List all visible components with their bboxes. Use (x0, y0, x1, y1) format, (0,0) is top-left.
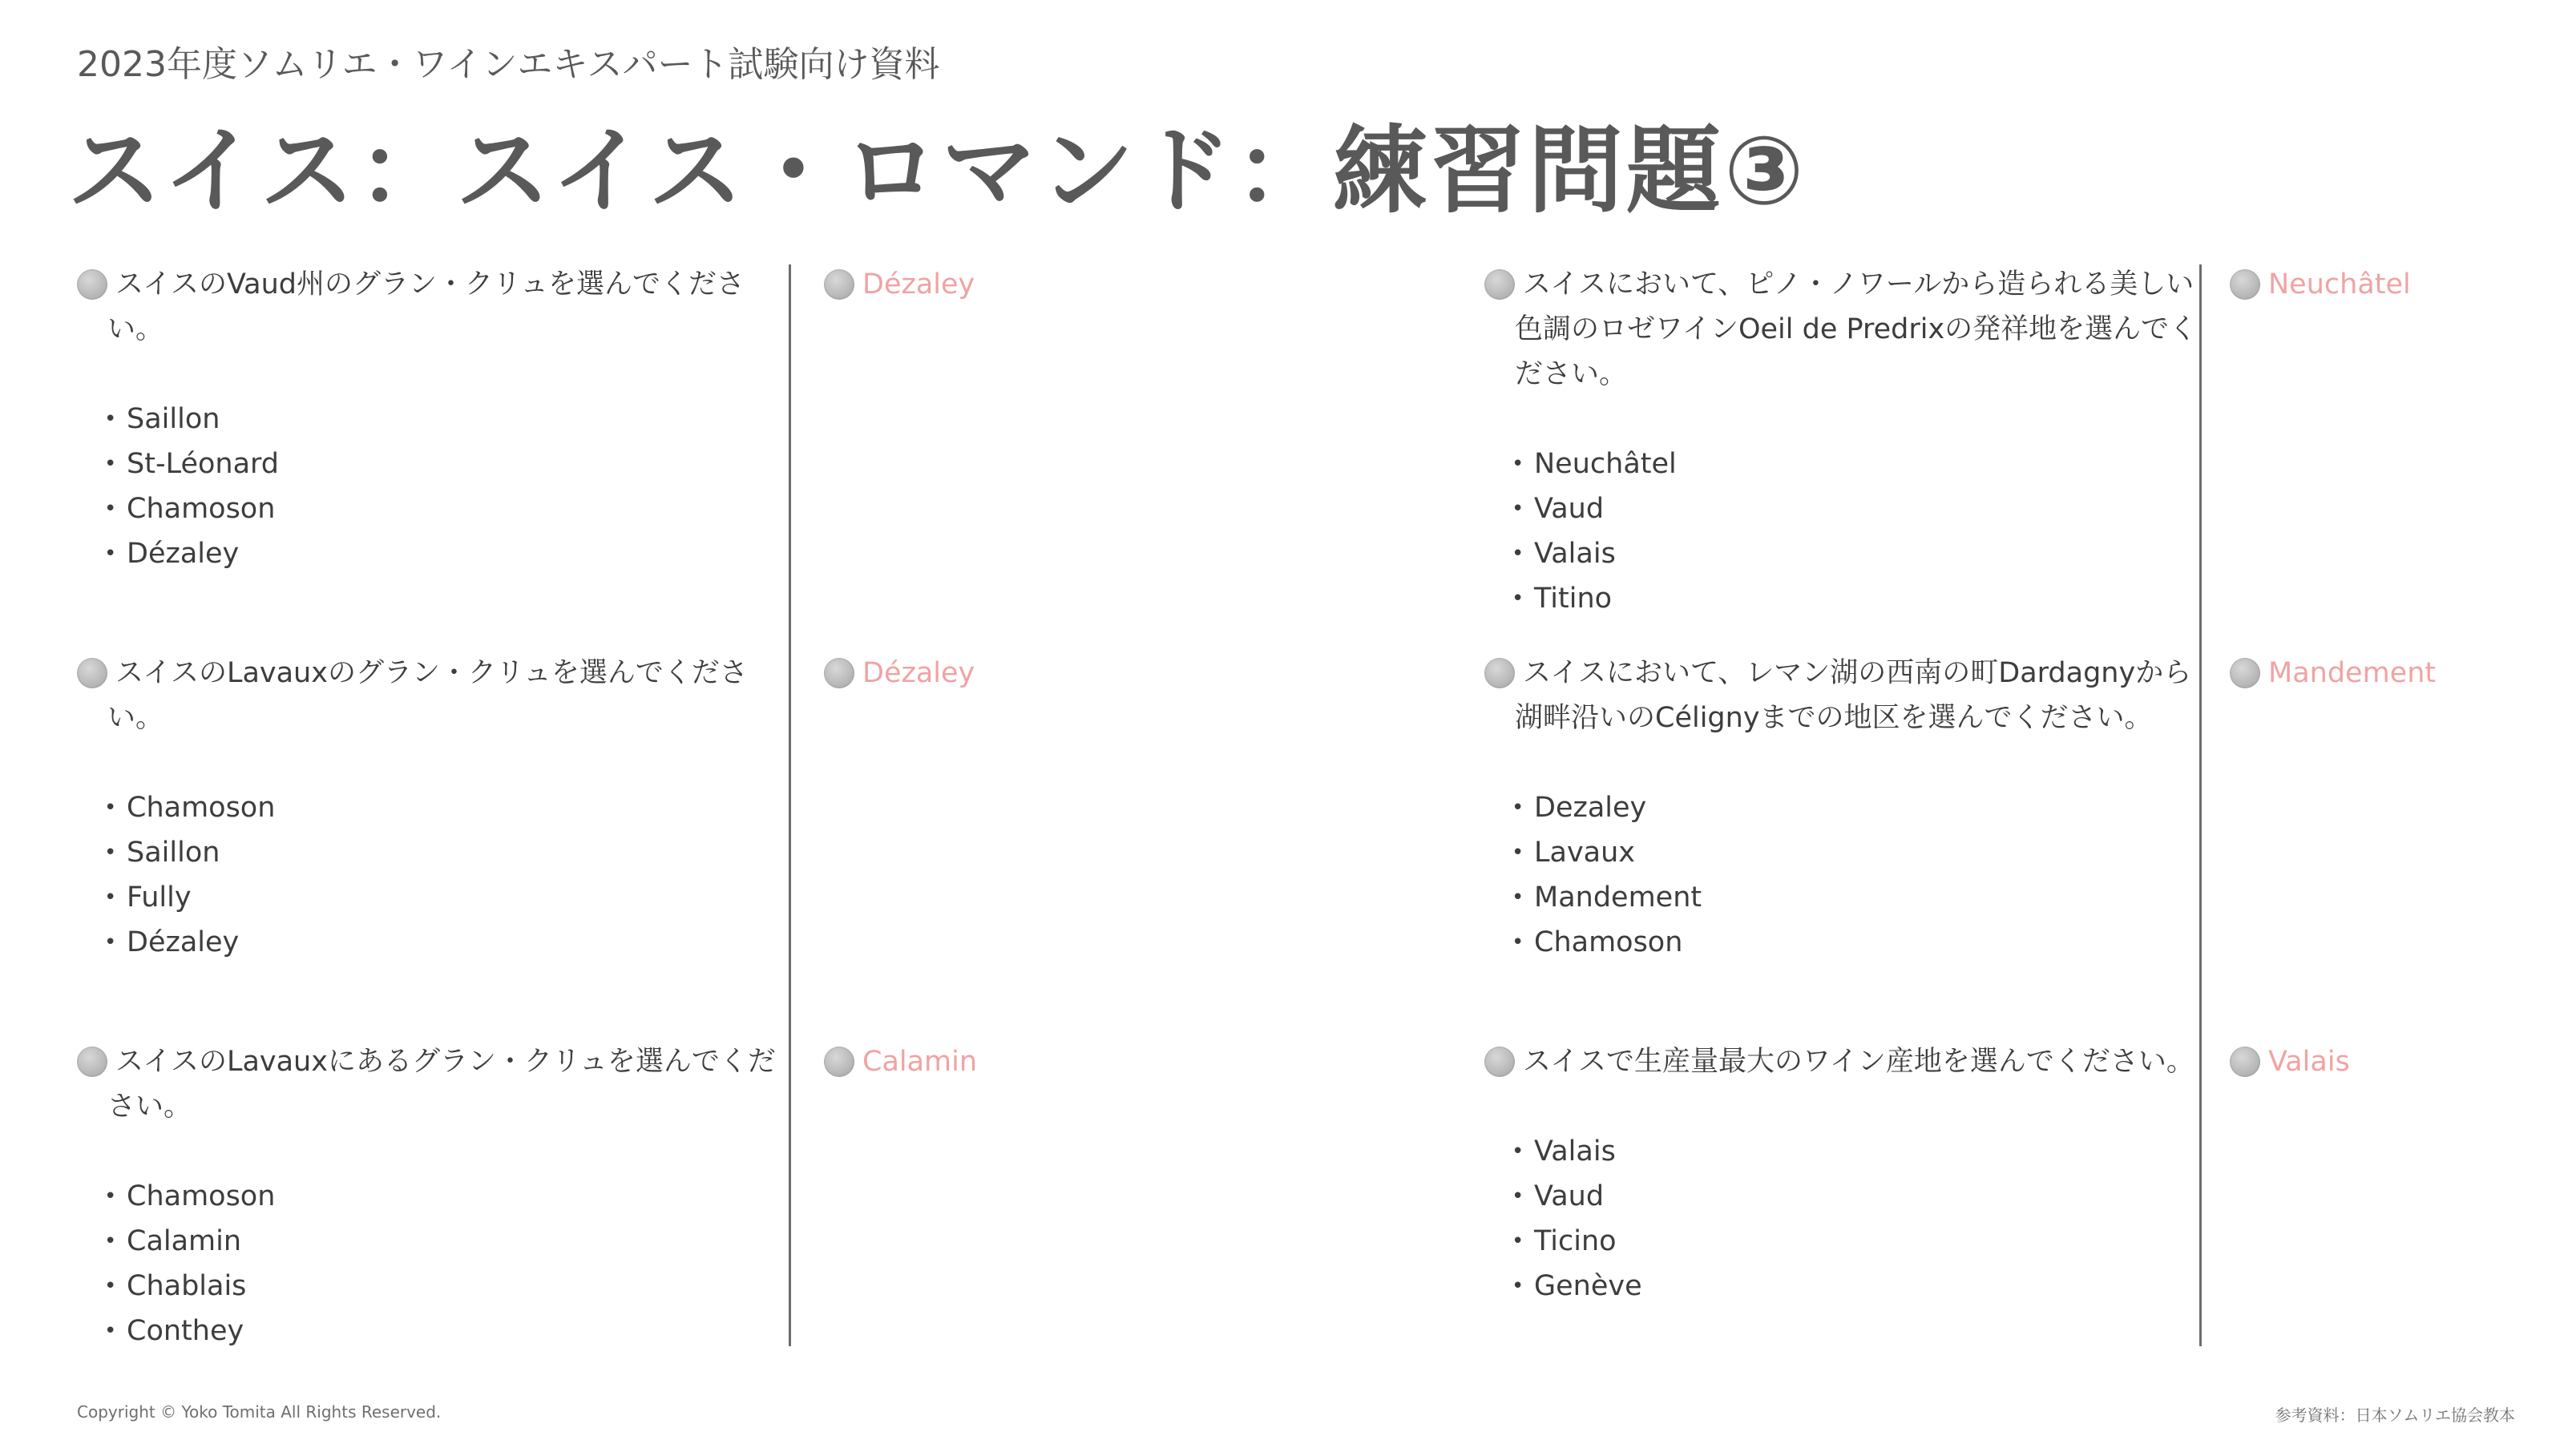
option-item: • Vaud (1512, 1174, 2158, 1219)
option-item: • Conthey (104, 1309, 750, 1353)
answer-text: Calamin (862, 1046, 978, 1078)
answer-3 (824, 1039, 977, 1084)
question-text (1484, 262, 2198, 397)
question-line: い。 (107, 313, 164, 345)
circle-bullet-icon (77, 269, 107, 300)
option-item: • Dézaley (104, 920, 750, 965)
answer-4 (2230, 262, 2411, 307)
option-item: • Fully (104, 875, 750, 920)
question-line: ださい。 (1515, 358, 1628, 390)
answer-text: Dézaley (862, 268, 975, 300)
question-line: スイスのLavauxにあるグラン・クリュを選んでくだ (115, 1046, 776, 1078)
question-block-2 (77, 651, 750, 965)
answer-text: Neuchâtel (2268, 268, 2411, 300)
option-item: • Dezaley (1512, 785, 2158, 830)
option-item: • Chamoson (104, 785, 750, 830)
circle-bullet-icon (2230, 1047, 2260, 1077)
circle-bullet-icon (1484, 269, 1515, 300)
circle-bullet-icon (824, 269, 854, 300)
question-text (77, 1039, 776, 1129)
question-line: スイスにおいて、ピノ・ノワールから造られる美しい (1523, 268, 2194, 300)
question-line: さい。 (107, 1091, 192, 1123)
answer-2 (824, 651, 975, 696)
page-subtitle: 2023年度ソムリエ・ワインエキスパート試験向け資料 (77, 44, 940, 85)
option-list (104, 397, 750, 576)
option-item: • Titino (1512, 576, 2158, 621)
answer-text: Dézaley (862, 657, 975, 689)
option-item: • Chablais (104, 1264, 750, 1309)
option-item: • Neuchâtel (1512, 442, 2158, 486)
column-divider-left (789, 264, 791, 1346)
option-item: • Saillon (104, 397, 750, 442)
option-item: • Saillon (104, 830, 750, 875)
question-line: スイスのLavauxのグラン・クリュを選んでくださ (115, 657, 748, 689)
option-item: • Genève (1512, 1264, 2158, 1309)
page-title: スイス：スイス・ロマンド：練習問題③ (67, 115, 1807, 226)
question-line: スイスにおいて、レマン湖の西南の町Dardagnyから (1523, 657, 2192, 689)
answer-5 (2230, 651, 2436, 696)
option-item: • St-Léonard (104, 442, 750, 486)
option-item: • Lavaux (1512, 830, 2158, 875)
circle-bullet-icon (824, 1047, 854, 1077)
answer-6 (2230, 1039, 2350, 1084)
question-block-5 (1484, 651, 2192, 965)
option-item: • Valais (1512, 531, 2158, 576)
option-item: • Chamoson (104, 1174, 750, 1219)
option-list (1512, 1129, 2158, 1309)
question-line: い。 (107, 702, 164, 734)
copyright-notice: Copyright © Yoko Tomita All Rights Reserved. (77, 1402, 442, 1422)
question-block-3 (77, 1039, 776, 1353)
answer-text: Mandement (2268, 657, 2437, 689)
option-list (104, 1174, 750, 1353)
option-item: • Vaud (1512, 486, 2158, 531)
question-text (77, 262, 750, 352)
circle-bullet-icon (824, 658, 854, 688)
column-divider-right (2199, 264, 2202, 1346)
question-text (1484, 1039, 2194, 1084)
circle-bullet-icon (1484, 1047, 1515, 1077)
question-line: スイスのVaud州のグラン・クリュを選んでくださ (115, 268, 745, 300)
question-text (77, 651, 750, 740)
circle-bullet-icon (1484, 658, 1515, 688)
question-line: 色調のロゼワインOeil de Predrixの発祥地を選んでく (1515, 313, 2198, 345)
circle-bullet-icon (77, 1047, 107, 1077)
option-list (1512, 442, 2158, 621)
answer-1 (824, 262, 975, 307)
option-item: • Calamin (104, 1219, 750, 1264)
reference-note: 参考資料：日本ソムリエ協会教本 (2275, 1406, 2515, 1425)
circle-bullet-icon (2230, 658, 2260, 688)
option-list (104, 785, 750, 965)
option-list (1512, 785, 2158, 965)
option-item: • Valais (1512, 1129, 2158, 1174)
option-item: • Chamoson (1512, 920, 2158, 965)
answer-text: Valais (2268, 1046, 2350, 1078)
question-line: スイスで生産量最大のワイン産地を選んでください。 (1523, 1046, 2194, 1078)
question-block-1 (77, 262, 750, 576)
circle-bullet-icon (2230, 269, 2260, 300)
option-item: • Ticino (1512, 1219, 2158, 1264)
option-item: • Mandement (1512, 875, 2158, 920)
option-item: • Chamoson (104, 486, 750, 531)
circle-bullet-icon (77, 658, 107, 688)
question-line: 湖畔沿いのCélignyまでの地区を選んでください。 (1515, 702, 2153, 734)
question-text (1484, 651, 2192, 740)
option-item: • Dézaley (104, 531, 750, 576)
question-block-4 (1484, 262, 2198, 621)
question-block-6 (1484, 1039, 2194, 1309)
